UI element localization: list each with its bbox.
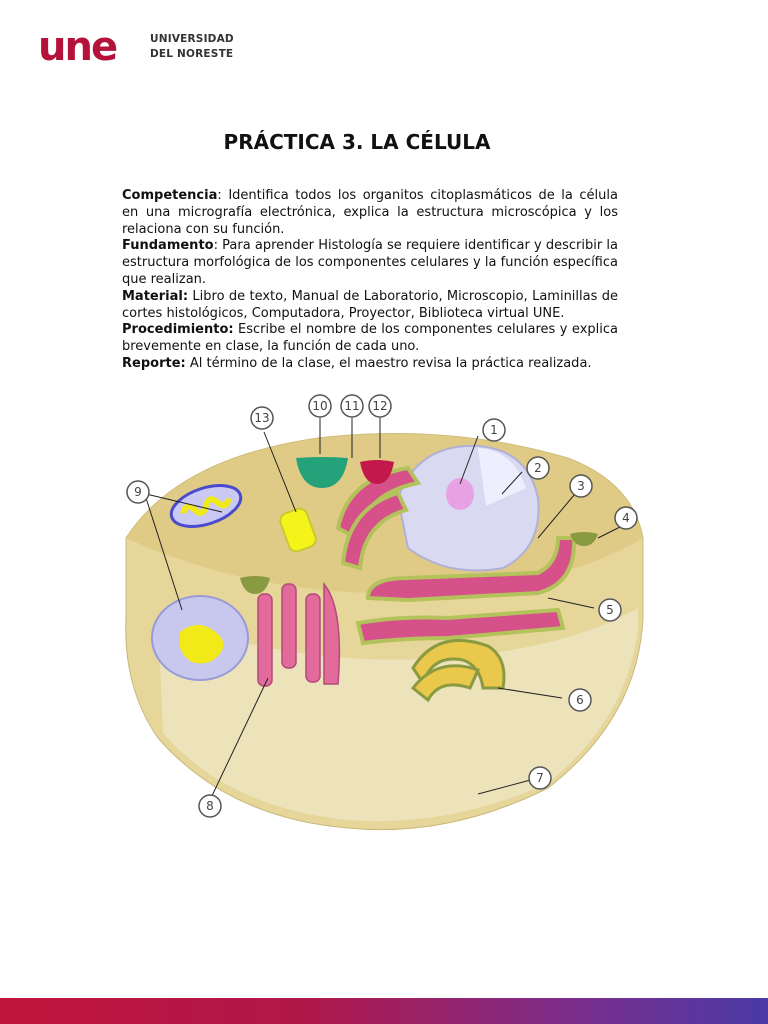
callout-label-4: 4 <box>622 511 630 525</box>
paragraph-text: Al término de la clase, el maestro revisa la práctica realizada. <box>185 355 592 371</box>
paragraph-label: Material: <box>122 288 189 304</box>
callout-label-3: 3 <box>577 479 585 493</box>
university-logo <box>38 26 238 66</box>
paragraph-text: Identifica todos los organitos citoplasmáticos de la célula en una micrografía electrónica, explica la estructura microscópica y los relaciona con su función. <box>122 188 618 237</box>
callout-6 <box>569 689 591 711</box>
callout-3 <box>570 475 592 497</box>
paragraph-fundamento <box>122 238 618 288</box>
callout-4 <box>615 507 637 529</box>
paragraph-label: Fundamento <box>122 238 214 254</box>
page-title: PRÁCTICA 3. LA CÉLULA <box>223 130 491 154</box>
callout-11 <box>341 395 363 417</box>
paragraph-label: Reporte: <box>122 355 186 371</box>
paragraph-separator: : <box>213 238 218 254</box>
nucleus <box>398 446 539 571</box>
institution-line-1: UNIVERSIDAD <box>150 33 234 45</box>
callout-7 <box>529 767 551 789</box>
paragraph-text: Escribe el nombre de los componentes celulares y explica brevemente en clase, la función de cada uno. <box>122 322 618 355</box>
animal-cell-diagram <box>118 388 648 840</box>
callout-label-13: 13 <box>254 411 270 425</box>
callout-label-9: 9 <box>134 485 142 499</box>
mitochondrion-bottom <box>152 596 248 680</box>
callout-13 <box>251 407 273 429</box>
institution-line-2: DEL NORESTE <box>150 48 234 60</box>
callout-label-2: 2 <box>534 461 542 475</box>
paragraph-reporte <box>122 356 618 373</box>
paragraph-text: Para aprender Histología se requiere identificar y describir la estructura morfológica de los componentes celulares y la función específica que realizan. <box>122 238 618 287</box>
callout-8 <box>199 795 221 817</box>
callout-label-6: 6 <box>576 693 584 707</box>
callout-10 <box>309 395 331 417</box>
practice-description <box>122 188 618 373</box>
une-logo-mark <box>38 26 134 66</box>
footer-brand-bar <box>0 998 768 1024</box>
callout-12 <box>369 395 391 417</box>
callout-9 <box>127 481 149 503</box>
callout-label-11: 11 <box>344 399 360 413</box>
paragraph-procedimiento <box>122 322 618 356</box>
callout-5 <box>599 599 621 621</box>
institution-name <box>150 32 234 62</box>
callout-label-7: 7 <box>536 771 544 785</box>
paragraph-label: Competencia <box>122 188 218 203</box>
callout-label-1: 1 <box>490 423 498 437</box>
paragraph-text: Libro de texto, Manual de Laboratorio, Microscopio, Laminillas de cortes histológicos, Computadora, Proyector, Biblioteca virtual UNE. <box>122 288 618 321</box>
paragraph-material <box>122 289 618 323</box>
callout-label-10: 10 <box>312 399 328 413</box>
callout-label-12: 12 <box>372 399 388 413</box>
paragraph-competencia <box>122 188 618 238</box>
callout-label-8: 8 <box>206 799 214 813</box>
callout-label-5: 5 <box>606 603 614 617</box>
paragraph-separator: : <box>217 188 222 203</box>
callout-1 <box>483 419 505 441</box>
logo-wordmark: une <box>38 26 117 66</box>
callout-2 <box>527 457 549 479</box>
paragraph-label: Procedimiento: <box>122 322 234 338</box>
